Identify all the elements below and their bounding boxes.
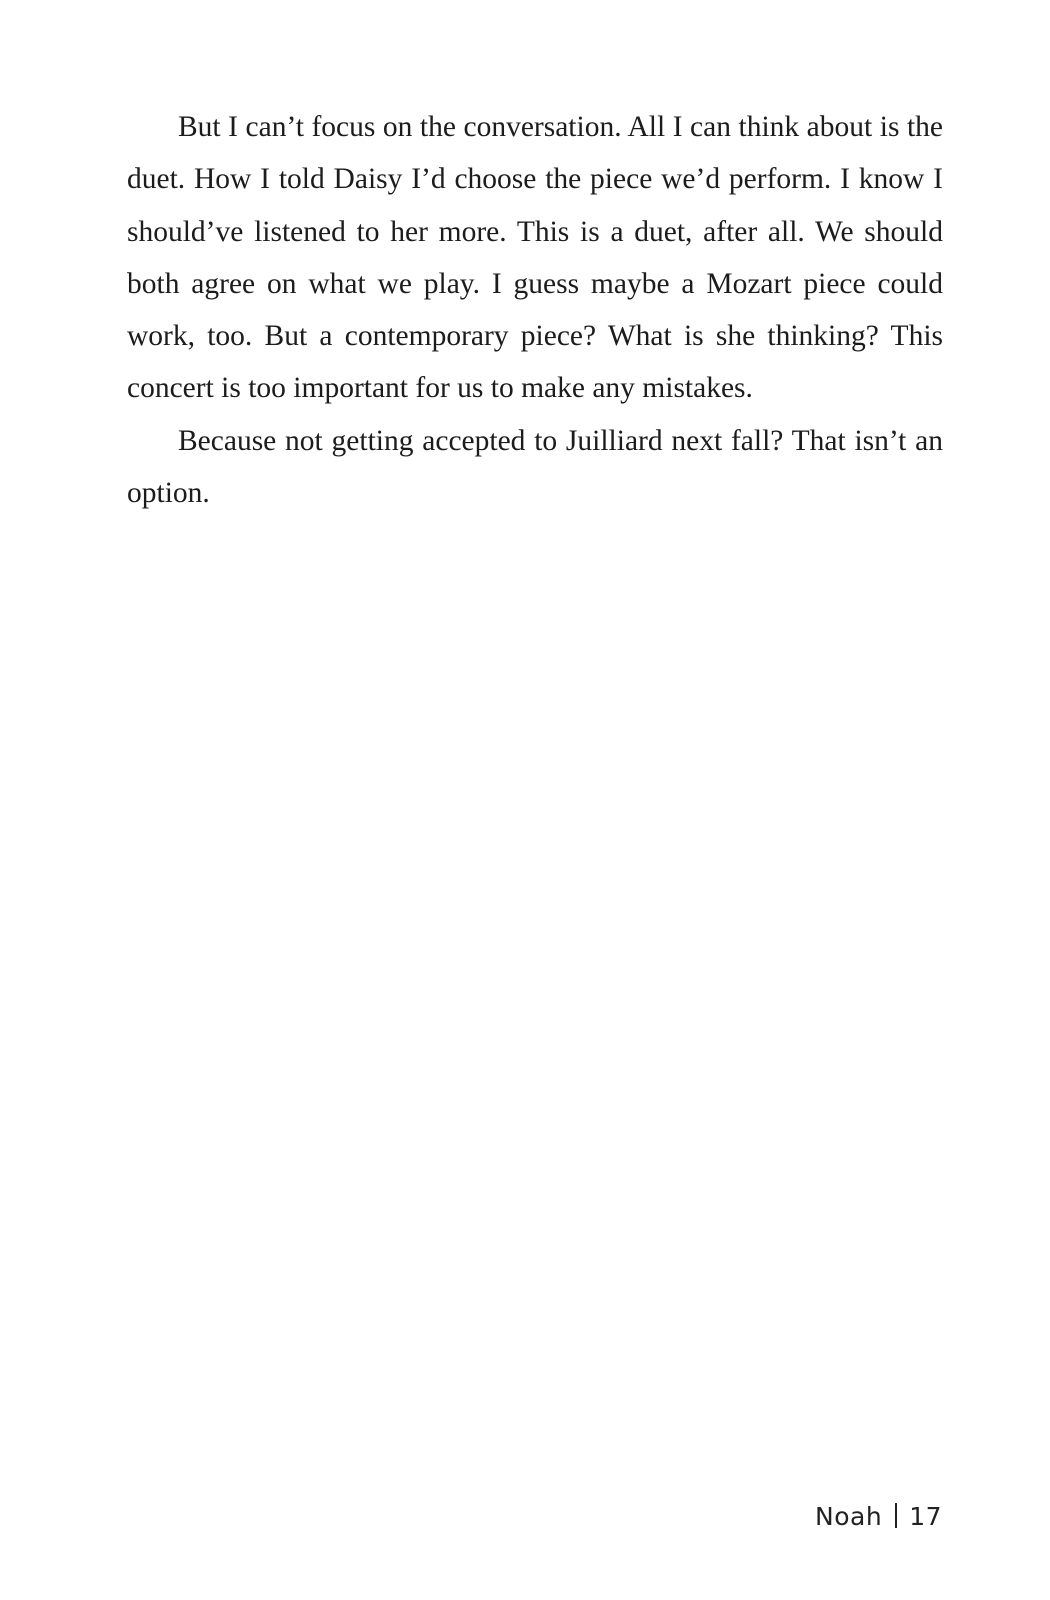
paragraph-2: Because not getting accepted to Juilliard next fall? That isn’t an option. (127, 424, 943, 510)
page-number: 17 (909, 1502, 942, 1531)
footer-separator (895, 1503, 897, 1528)
chapter-name: Noah (815, 1502, 883, 1531)
body-text (127, 101, 943, 519)
paragraph-1: But I can’t focus on the conversation. All I can think about is the duet. How I told Daisy I’d choose the piece we’d perform. I know I should’ve listened to her more. This is a duet, after all. We should both agree on what we play. I guess maybe a Mozart piece could work, too. But a contemporary piece? What is she thinking? This concert is too important for us to make any mistakes. (127, 111, 943, 405)
page-footer (815, 1502, 942, 1531)
